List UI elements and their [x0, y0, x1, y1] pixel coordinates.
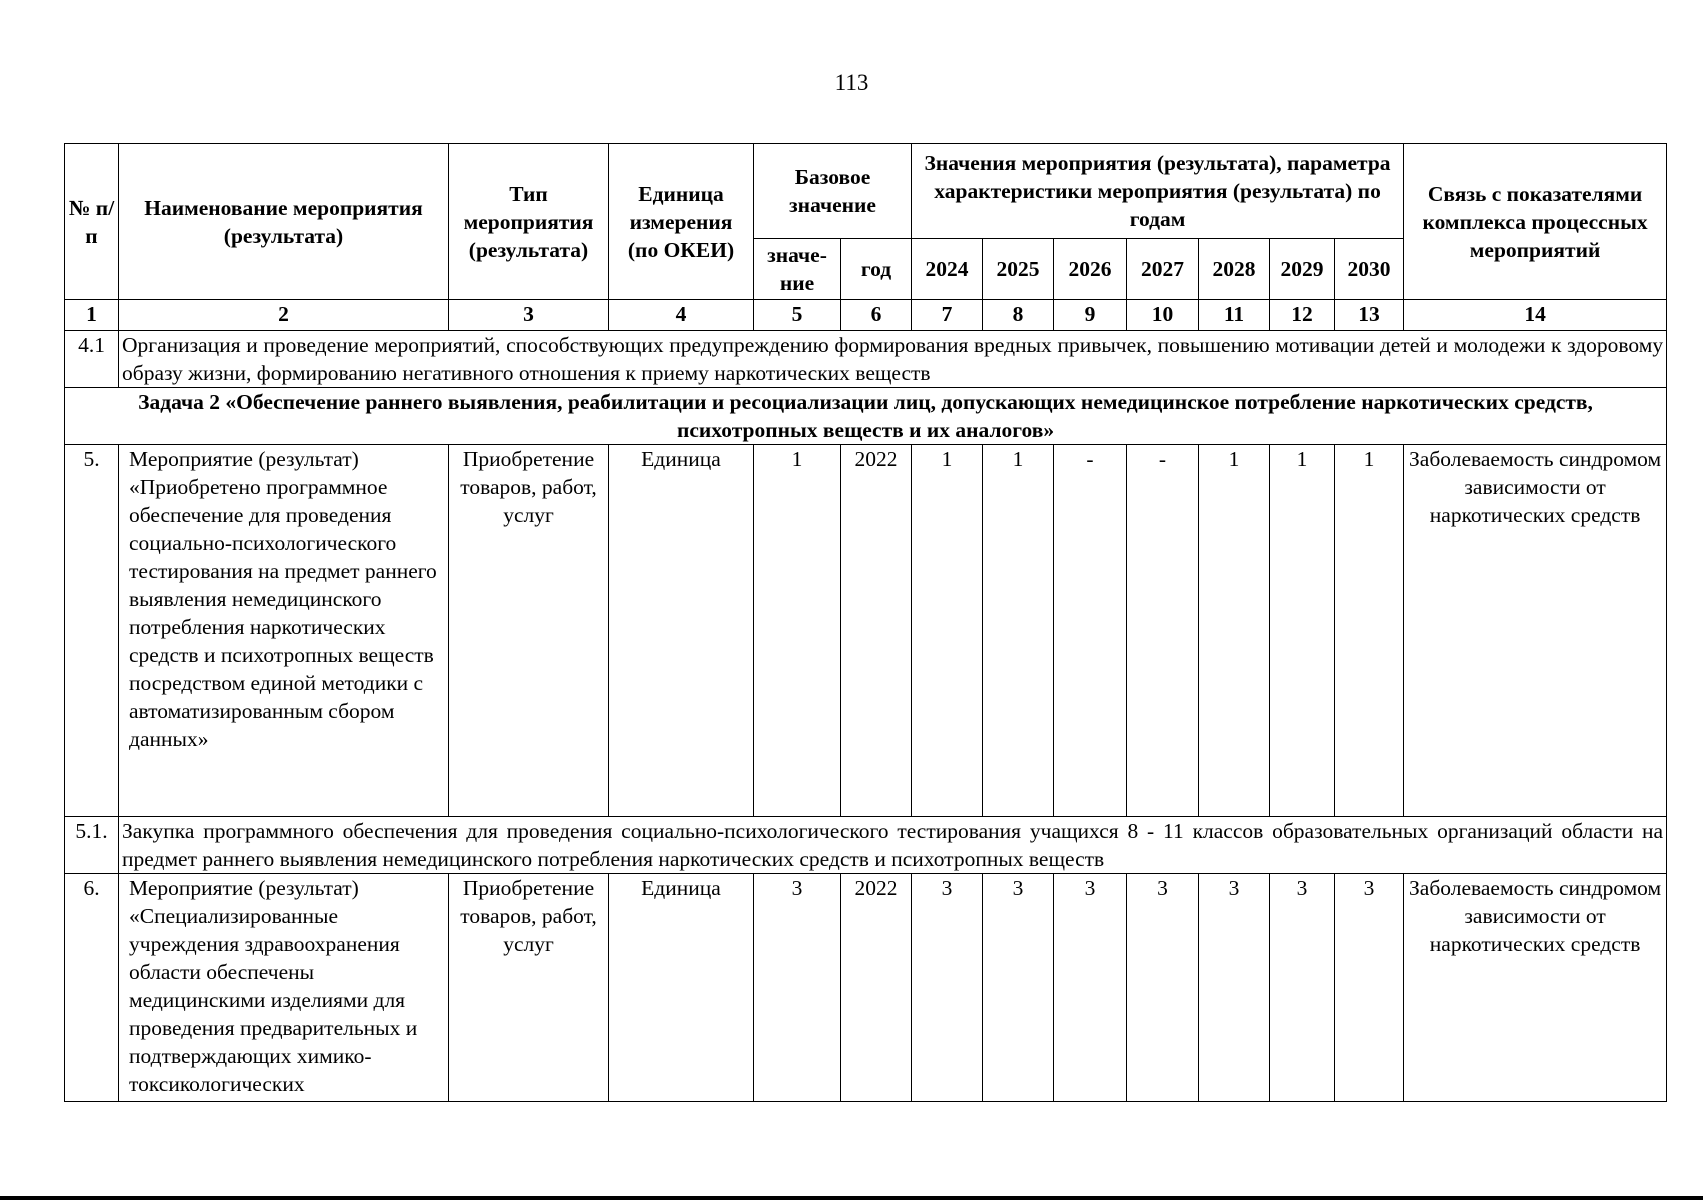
year-value: 3	[1199, 874, 1270, 1102]
header-link: Связь с показателями комплекса процессных мероприятий	[1404, 144, 1667, 300]
year-value: -	[1054, 445, 1127, 817]
column-number: 2	[119, 300, 449, 331]
table-row-5-1	[65, 817, 1667, 874]
year-value: 1	[1270, 445, 1335, 817]
year-value: 3	[1127, 874, 1199, 1102]
header-name: Наименование мероприятия (результата)	[119, 144, 449, 300]
column-number: 3	[449, 300, 609, 331]
year-value: 3	[1335, 874, 1404, 1102]
column-number: 10	[1127, 300, 1199, 331]
base-value: 1	[754, 445, 841, 817]
header-unit: Единица измерения (по ОКЕИ)	[609, 144, 754, 300]
year-value: 1	[1199, 445, 1270, 817]
year-value: 1	[912, 445, 983, 817]
measure-unit: Единица	[609, 445, 754, 817]
year-value: 3	[983, 874, 1054, 1102]
column-number: 1	[65, 300, 119, 331]
sub-measure-text: Организация и проведение мероприятий, способствующих предупреждению формирования вредных привычек, повышению мотивации детей и молодежи к здоровому образу жизни, формированию негативного отношения к приему наркотических веществ	[119, 331, 1667, 388]
header-values: Значения мероприятия (результата), параметра характеристики мероприятия (результата) по годам	[912, 144, 1404, 239]
year-value: 3	[912, 874, 983, 1102]
header-base-value: значе-ние	[754, 239, 841, 300]
column-number: 8	[983, 300, 1054, 331]
table-row-6	[65, 874, 1667, 1102]
row-number: 5.1.	[65, 817, 119, 874]
year-value: -	[1127, 445, 1199, 817]
base-year: 2022	[841, 874, 912, 1102]
header-year: 2024	[912, 239, 983, 300]
sub-measure-text: Закупка программного обеспечения для проведения социально-психологического тестирования учащихся 8 - 11 классов образовательных организаций области на предмет раннего выявления немедицинского потребления наркотических средств и психотропных веществ	[119, 817, 1667, 874]
measures-table	[64, 143, 1667, 1102]
task-title: Задача 2 «Обеспечение раннего выявления, реабилитации и ресоциализации лиц, допускающих немедицинское потребление наркотических средств, психотропных веществ и их аналогов»	[65, 388, 1667, 445]
row-number: 5.	[65, 445, 119, 817]
column-number: 4	[609, 300, 754, 331]
column-number: 7	[912, 300, 983, 331]
header-base: Базовое значение	[754, 144, 912, 239]
year-value: 3	[1270, 874, 1335, 1102]
base-value: 3	[754, 874, 841, 1102]
header-row-1	[65, 144, 1667, 239]
header-num: № п/п	[65, 144, 119, 300]
header-year: 2029	[1270, 239, 1335, 300]
header-year: 2025	[983, 239, 1054, 300]
column-number: 12	[1270, 300, 1335, 331]
measure-name: Мероприятие (результат) «Специализированные учреждения здравоохранения области обеспечены медицинскими изделиями для проведения предварительных и подтверждающих химико-токсикологических	[119, 874, 449, 1102]
page-number: 113	[834, 70, 869, 95]
column-number-row	[65, 300, 1667, 331]
measure-type: Приобретение товаров, работ, услуг	[449, 874, 609, 1102]
header-year: 2026	[1054, 239, 1127, 300]
task-row	[65, 388, 1667, 445]
header-base-year: год	[841, 239, 912, 300]
measure-unit: Единица	[609, 874, 754, 1102]
base-year: 2022	[841, 445, 912, 817]
column-number: 5	[754, 300, 841, 331]
column-number: 9	[1054, 300, 1127, 331]
column-number: 6	[841, 300, 912, 331]
column-number: 14	[1404, 300, 1667, 331]
measure-name: Мероприятие (результат) «Приобретено программное обеспечение для проведения социально-психологического тестирования на предмет раннего выявления немедицинского потребления наркотических средств и психотропных веществ посредством единой методики с автоматизированным сбором данных»	[119, 445, 449, 817]
year-value: 3	[1054, 874, 1127, 1102]
header-year: 2027	[1127, 239, 1199, 300]
year-value: 1	[1335, 445, 1404, 817]
header-type: Тип мероприятия (результата)	[449, 144, 609, 300]
column-number: 13	[1335, 300, 1404, 331]
table-row-5	[65, 445, 1667, 817]
indicator-link: Заболеваемость синдромом зависимости от наркотических средств	[1404, 445, 1667, 817]
header-year: 2030	[1335, 239, 1404, 300]
measure-type: Приобретение товаров, работ, услуг	[449, 445, 609, 817]
bottom-border	[0, 1196, 1703, 1200]
year-value: 1	[983, 445, 1054, 817]
table-row-4-1	[65, 331, 1667, 388]
indicator-link: Заболеваемость синдромом зависимости от наркотических средств	[1404, 874, 1667, 1102]
row-number: 4.1	[65, 331, 119, 388]
column-number: 11	[1199, 300, 1270, 331]
row-number: 6.	[65, 874, 119, 1102]
header-year: 2028	[1199, 239, 1270, 300]
